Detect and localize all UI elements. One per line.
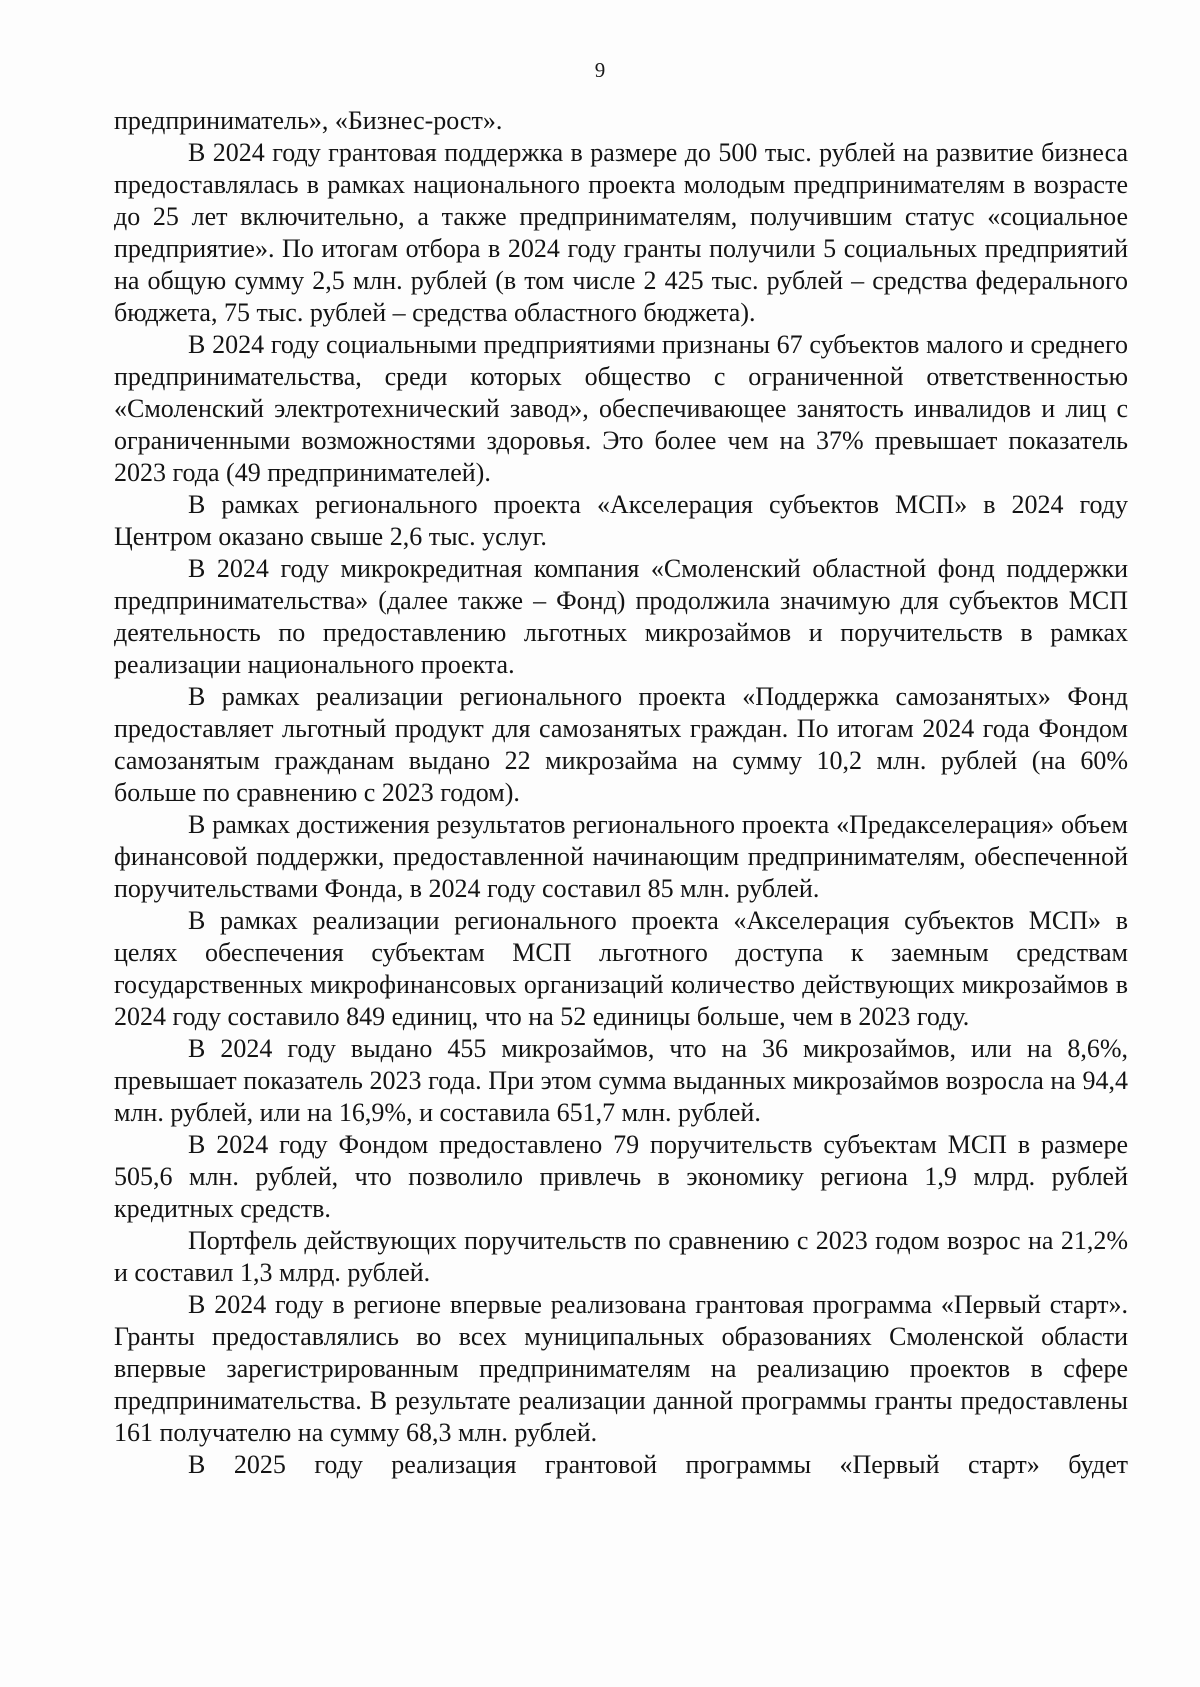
paragraph-social-enterprises: В 2024 году социальными предприятиями признаны 67 субъектов малого и среднего предпринимательства, среди которых общество с ограниченной ответственностью «Смоленский электротехнический завод», обеспечивающее занятость инвалидов и лиц с ограниченными возможностями здоровья. Это более чем на 37% превышает показатель 2023 года (49 предпринимателей). — [114, 330, 1128, 487]
paragraph-continuation: предприниматель», «Бизнес-рост». — [114, 106, 503, 135]
paragraph-guarantees: В 2024 году Фондом предоставлено 79 поручительств субъектам МСП в размере 505,6 млн. рублей, что позволило привлечь в экономику региона 1,9 млрд. рублей кредитных средств. — [114, 1130, 1128, 1223]
paragraph-preacceleration: В рамках достижения результатов регионального проекта «Предакселерация» объем финансовой поддержки, предоставленной начинающим предпринимателям, обеспеченной поручительствами Фонда, в 2024 году составил 85 млн. рублей. — [114, 810, 1128, 903]
page-number: 9 — [594, 58, 606, 82]
paragraph-first-start: В 2024 году в регионе впервые реализована грантовая программа «Первый старт». Гранты предоставлялись во всех муниципальных образованиях Смоленской области впервые зарегистрированным предпринимателям на реализацию проектов в сфере предпринимательства. В результате реализации данной программы гранты предоставлены 161 получателю на сумму 68,3 млн. рублей. — [114, 1290, 1128, 1447]
paragraph-guarantee-portfolio: Портфель действующих поручительств по сравнению с 2023 годом возрос на 21,2% и составил 1,3 млрд. рублей. — [114, 1226, 1128, 1287]
paragraph-acceleration-center: В рамках регионального проекта «Акселерация субъектов МСП» в 2024 году Центром оказано свыше 2,6 тыс. услуг. — [114, 490, 1128, 551]
paragraph-self-employed: В рамках реализации регионального проекта «Поддержка самозанятых» Фонд предоставляет льготный продукт для самозанятых граждан. По итогам 2024 года Фондом самозанятым гражданам выдано 22 микрозайма на сумму 10,2 млн. рублей (на 60% больше по сравнению с 2023 годом). — [114, 682, 1128, 807]
paragraph-grant-support: В 2024 году грантовая поддержка в размере до 500 тыс. рублей на развитие бизнеса предоставлялась в рамках национального проекта молодым предпринимателям в возрасте до 25 лет включительно, а также предпринимателям, получившим статус «социальное предприятие». По итогам отбора в 2024 году гранты получили 5 социальных предприятий на общую сумму 2,5 млн. рублей (в том числе 2 425 тыс. рублей – средства федерального бюджета, 75 тыс. рублей – средства областного бюджета). — [114, 138, 1128, 327]
paragraph-microcredit-fund: В 2024 году микрокредитная компания «Смоленский областной фонд поддержки предпринимательства» (далее также – Фонд) продолжила значимую для субъектов МСП деятельность по предоставлению льготных микрозаймов и поручительств в рамках реализации национального проекта. — [114, 554, 1128, 679]
paragraph-first-start-2025: В 2025 году реализация грантовой программы «Первый старт» будет — [188, 1450, 1128, 1479]
document-body — [114, 105, 1128, 1481]
paragraph-issued-microloans: В 2024 году выдано 455 микрозаймов, что на 36 микрозаймов, или на 8,6%, превышает показатель 2023 года. При этом сумма выданных микрозаймов возросла на 94,4 млн. рублей, или на 16,9%, и составила 651,7 млн. рублей. — [114, 1034, 1128, 1127]
paragraph-active-microloans: В рамках реализации регионального проекта «Акселерация субъектов МСП» в целях обеспечения субъектам МСП льготного доступа к заемным средствам государственных микрофинансовых организаций количество действующих микрозаймов в 2024 году составило 849 единиц, что на 52 единицы больше, чем в 2023 году. — [114, 906, 1128, 1031]
